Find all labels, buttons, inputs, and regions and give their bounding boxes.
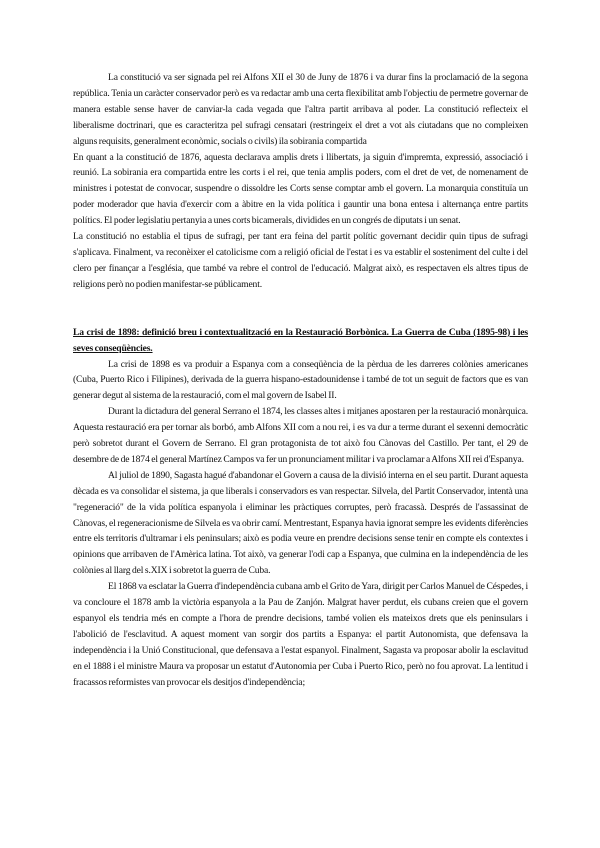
- paragraph-sagasta-1890: Al juliol de 1890, Sagasta hagué d'abandonar el Govern a causa de la divisió interna en el seu partit. Durant aquesta dècada es va consolidar el sistema, ja que liberals i conservadors es van respectar. Silvela, del Partit Conservador, intentà una "regeneració" de la vida política espanyola i eliminar les pràctiques corruptes, però fracassà. Després de l'assassinat de Cànovas, el regeneracionisme de Silvela es va obrir camí. Mentrestant, Espanya havia ignorat sempre les evidents diferències entre els territoris d'ultramar i els peninsulars; això es podia veure en prendre decisions sense tenir en compte els contextes i opinions que arribaven de l'Amèrica latina. Tot això, va generar l'odi cap a Espanya, que culmina en la independència de les colònies al llarg del s.XIX i sobretot la guerra de Cuba.: [73, 469, 528, 577]
- paragraph-constitution-suffrage: La constitució no establia el tipus de sufragi, per tant era feina del partit polític governant decidir quin tipus de sufragi s'aplicava. Finalment, va reconèixer el catolicisme com a religió oficial de l'estat i es va establir el sosteniment del culte i del clero per finançar a l'església, que també va rebre el control de l'educació. Malgrat això, es respectaven els altres tipus de religions però no podien manifestar-se públicament.: [73, 231, 528, 290]
- section-heading-crisis-1898: La crisi de 1898: definició breu i contextualització en la Restauració Borbònica. La Guerra de Cuba (1895-98) i les seves conseqüències.: [73, 326, 528, 354]
- paragraph-constitution-signing: La constitució va ser signada pel rei Alfons XII el 30 de Juny de 1876 i va durar fins la proclamació de la segona república. Tenia un caràcter conservador però es va redactar amb una certa flexibilitat amb l'objectiu de permetre governar de manera estable sense haver de canviar-la cada vegada que l'altra partit arribava al poder. La constitució reflecteix el liberalisme doctrinari, que es caracteritza pel sufragi censatari (restringeix el dret a vot als ciutadans que no compleixen alguns requisits, generalment econòmic, socials o civils) ila sobirania compartida: [73, 72, 528, 147]
- paragraph-restoration: Durant la dictadura del general Serrano el 1874, les classes altes i mitjanes apostaren per la restauració monàrquica. Aquesta restauració era per tornar als borbó, amb Alfons XII com a nou rei, i es va dur a terme durant el sexenni democràtic però sobretot durant el Govern de Serrano. El gran protagonista de tot això fou Cànovas del Castillo. Per tant, el 29 de desembre de de 1874 el general Martínez Campos va fer un pronunciament militar i va proclamar a Alfons XII rei d'Espanya.: [73, 406, 528, 465]
- document-body: [73, 70, 528, 691]
- paragraph-cuban-war: El 1868 va esclatar la Guerra d'independència cubana amb el Grito de Yara, dirigit per Carlos Manuel de Céspedes, i va concloure el 1878 amb la victòria espanyola a la Pau de Zanjón. Malgrat haver perdut, els cubans creien que el govern espanyol els tendria més en compte a l'hora de prendre decisions, també volien els mateixos drets que els peninsulars i l'abolició de l'esclavitud. A aquest moment van sorgir dos partits a Espanya: el partit Autonomista, que defensava la independència i la Unió Constitucional, que defensava a l'estat espanyol. Finalment, Sagasta va proposar abolir la esclavitud en el 1888 i el ministre Maura va proposar un estatut d'Autonomia per Cuba i Puerto Rico, però no fou aprovat. La lentitud i fracassos reformistes van provocar els desitjos d'independència;: [73, 581, 528, 688]
- paragraph-crisis-definition: La crisi de 1898 es va produir a Espanya com a conseqüència de la pèrdua de les darreres colònies americanes (Cuba, Puerto Rico i Filipines), derivada de la guerra hispano-estadounidense i també de tot un seguit de factors que es van generar degut al sistema de la restauració, com el mal govern de Isabel II.: [73, 358, 528, 402]
- paragraph-constitution-rights: En quant a la constitució de 1876, aquesta declarava amplis drets i llibertats, ja siguin d'impremta, expressió, associació i reunió. La sobirania era compartida entre les corts i el rei, que tenia amplis poders, com el dret de vet, de nomenament de ministres i potestat de convocar, suspendre o dissoldre les Corts sense comptar amb el govern. La monarquia constituïa un poder moderador que havia d'exercir com a àbitre en la vida política i gauntir una bona entesa i alternança entre partits polítics. El poder legislatiu pertanyia a unes corts bicamerals, dividides en un congrés de diputats i un senat.: [73, 151, 528, 227]
